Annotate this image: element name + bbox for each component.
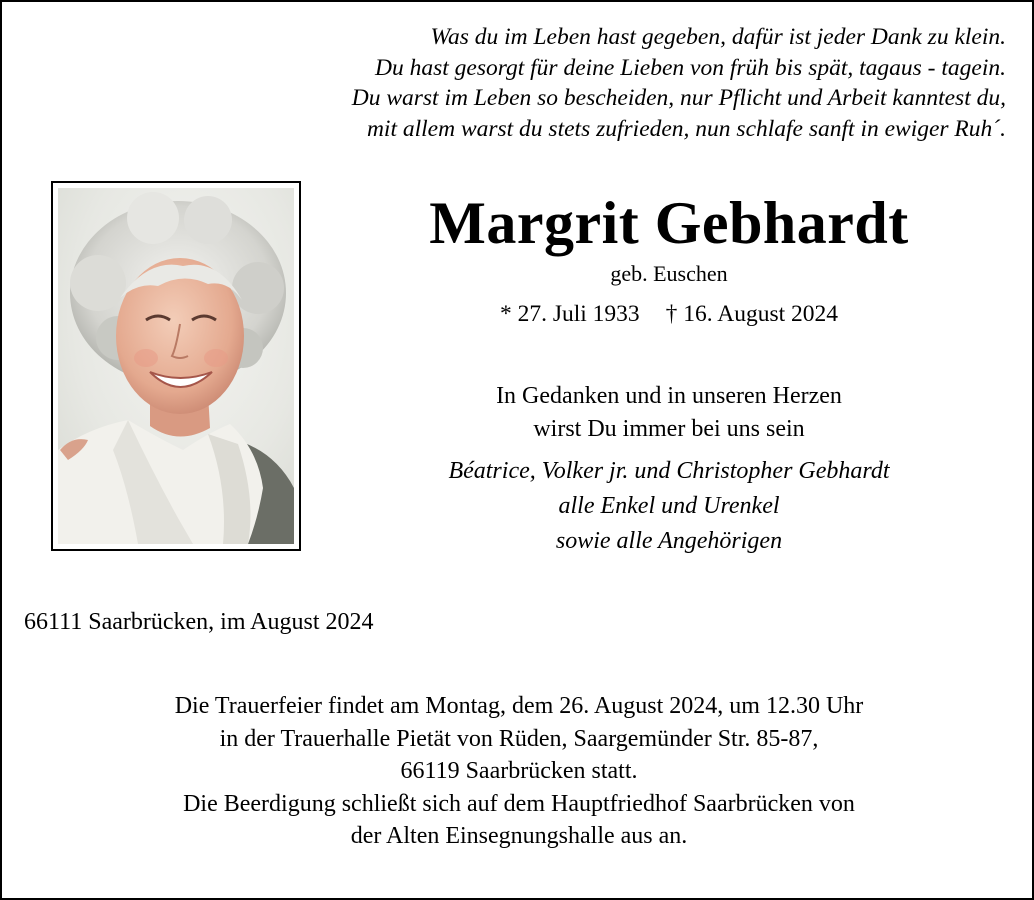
- deceased-name: Margrit Gebhardt: [429, 190, 909, 256]
- poem-line: mit allem warst du stets zufrieden, nun schlafe sanft in ewiger Ruh´.: [366, 115, 1006, 142]
- remembrance-line: In Gedanken und in unseren Herzen: [496, 383, 842, 409]
- ceremony-line: 66119 Saarbrücken statt.: [400, 758, 638, 784]
- poem-line: Du warst im Leben so bescheiden, nur Pflicht und Arbeit kanntest du,: [351, 85, 1006, 111]
- poem-line: Was du im Leben hast gegeben, dafür ist jeder Dank zu klein.: [430, 24, 1006, 50]
- poem-line: Du hast gesorgt für deine Lieben von früh bis spät, tagaus - tagein.: [375, 54, 1006, 81]
- memorial-poem: [46, 22, 1006, 144]
- mourners-list: [346, 454, 992, 559]
- portrait-photo-icon: [58, 188, 294, 544]
- mourners-line: sowie alle Angehörigen: [555, 528, 783, 554]
- born-name: geb. Euschen: [610, 261, 728, 286]
- place-and-date: 66111 Saarbrücken, im August 2024: [24, 609, 374, 635]
- death-date: † 16. August 2024: [665, 301, 839, 327]
- birth-date: * 27. Juli 1933: [499, 301, 640, 327]
- ceremony-line: der Alten Einsegnungshalle aus an.: [350, 823, 688, 849]
- remembrance-text: [346, 380, 992, 446]
- ceremony-line: in der Trauerhalle Pietät von Rüden, Saargemünder Str. 85-87,: [219, 725, 819, 752]
- remembrance-line: wirst Du immer bei uns sein: [533, 416, 805, 442]
- funeral-ceremony-info: [36, 690, 1002, 853]
- ceremony-line: Die Beerdigung schließt sich auf dem Hauptfriedhof Saarbrücken von: [183, 790, 855, 817]
- mourners-line: Béatrice, Volker jr. und Christopher Gebhardt: [448, 458, 890, 484]
- mourners-line: alle Enkel und Urenkel: [558, 493, 780, 519]
- life-dates: [346, 299, 992, 329]
- portrait-photo-frame: [51, 181, 301, 551]
- ceremony-line: Die Trauerfeier findet am Montag, dem 26. August 2024, um 12.30 Uhr: [174, 693, 864, 719]
